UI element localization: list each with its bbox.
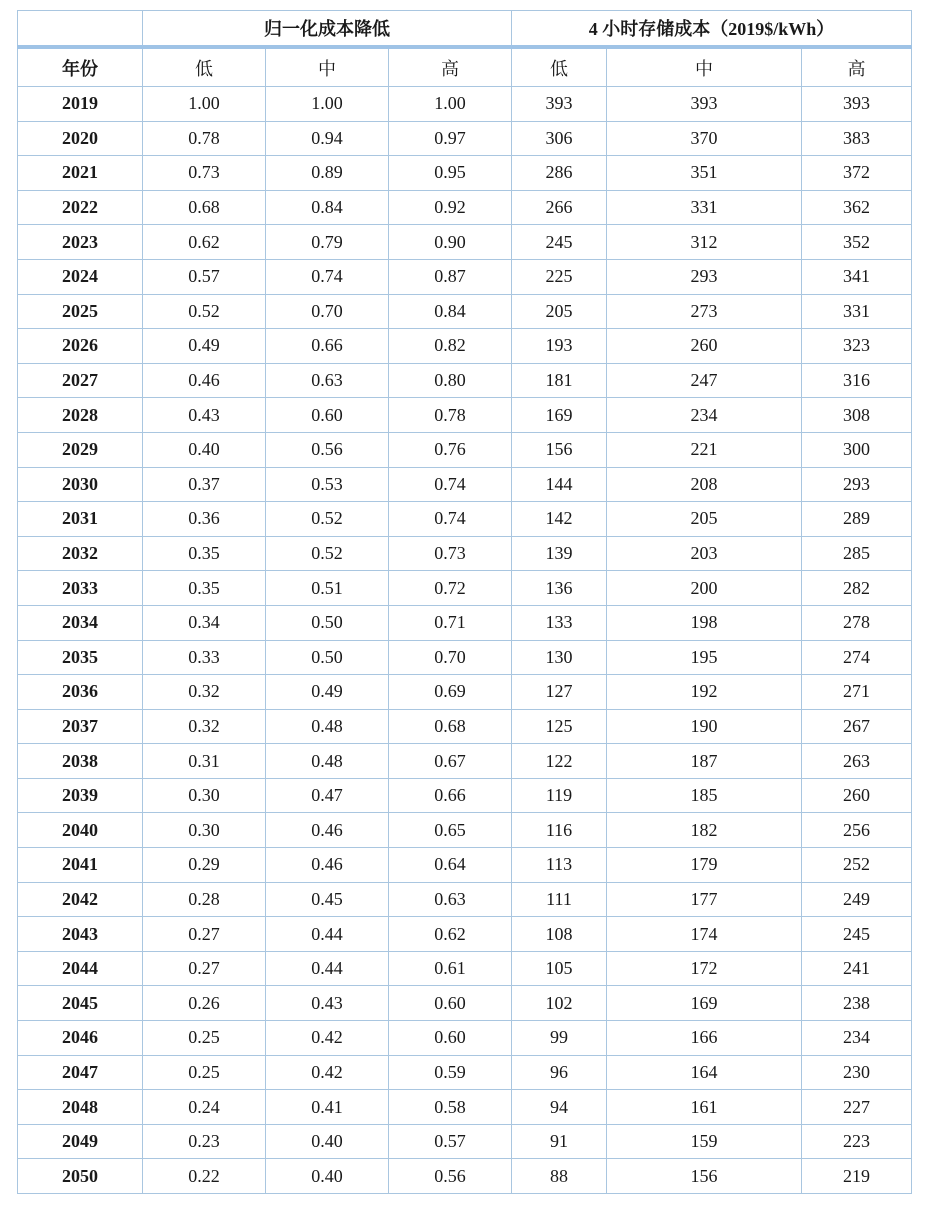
cost-low-cell: 102 bbox=[512, 986, 607, 1021]
cost-low-cell: 127 bbox=[512, 675, 607, 710]
normalized-high-cell: 0.78 bbox=[389, 398, 512, 433]
cost-low-cell: 169 bbox=[512, 398, 607, 433]
cost-mid-cell: 161 bbox=[607, 1090, 802, 1125]
table-row bbox=[18, 813, 912, 848]
normalized-cost-reduction-header: 归一化成本降低 bbox=[143, 11, 512, 48]
normalized-mid-cell: 0.94 bbox=[266, 121, 389, 156]
cost-mid-cell: 166 bbox=[607, 1021, 802, 1056]
normalized-low-cell: 0.25 bbox=[143, 1055, 266, 1090]
cost-high-cell: 267 bbox=[802, 709, 912, 744]
cost-low-cell: 96 bbox=[512, 1055, 607, 1090]
storage-cost-table bbox=[17, 10, 912, 1194]
year-cell: 2029 bbox=[18, 432, 143, 467]
cost-high-cell: 300 bbox=[802, 432, 912, 467]
cost-mid-cell: 234 bbox=[607, 398, 802, 433]
table-row bbox=[18, 87, 912, 122]
cost-high-cell: 271 bbox=[802, 675, 912, 710]
normalized-mid-cell: 0.46 bbox=[266, 848, 389, 883]
normalized-mid-cell: 0.44 bbox=[266, 951, 389, 986]
table-row bbox=[18, 675, 912, 710]
table-row bbox=[18, 398, 912, 433]
normalized-low-cell: 0.25 bbox=[143, 1021, 266, 1056]
cost-high-cell: 274 bbox=[802, 640, 912, 675]
cost-low-cell: 99 bbox=[512, 1021, 607, 1056]
normalized-low-cell: 0.34 bbox=[143, 605, 266, 640]
cost-low-cell: 245 bbox=[512, 225, 607, 260]
cost-mid-cell: 331 bbox=[607, 190, 802, 225]
cost-high-header: 高 bbox=[802, 47, 912, 87]
normalized-mid-cell: 0.48 bbox=[266, 744, 389, 779]
normalized-high-cell: 0.74 bbox=[389, 502, 512, 537]
corner-cell bbox=[18, 11, 143, 48]
year-cell: 2038 bbox=[18, 744, 143, 779]
year-cell: 2037 bbox=[18, 709, 143, 744]
cost-low-cell: 225 bbox=[512, 259, 607, 294]
normalized-mid-cell: 0.74 bbox=[266, 259, 389, 294]
cost-high-cell: 256 bbox=[802, 813, 912, 848]
cost-low-cell: 193 bbox=[512, 329, 607, 364]
normalized-high-cell: 0.64 bbox=[389, 848, 512, 883]
normalized-mid-cell: 0.63 bbox=[266, 363, 389, 398]
normalized-low-cell: 0.52 bbox=[143, 294, 266, 329]
year-cell: 2028 bbox=[18, 398, 143, 433]
normalized-high-cell: 0.74 bbox=[389, 467, 512, 502]
cost-high-cell: 227 bbox=[802, 1090, 912, 1125]
table-row bbox=[18, 1159, 912, 1194]
normalized-high-cell: 0.72 bbox=[389, 571, 512, 606]
cost-low-cell: 116 bbox=[512, 813, 607, 848]
normalized-high-cell: 0.58 bbox=[389, 1090, 512, 1125]
normalized-mid-cell: 1.00 bbox=[266, 87, 389, 122]
year-cell: 2046 bbox=[18, 1021, 143, 1056]
cost-low-cell: 125 bbox=[512, 709, 607, 744]
normalized-high-cell: 0.87 bbox=[389, 259, 512, 294]
table-body bbox=[18, 87, 912, 1194]
normalized-mid-cell: 0.48 bbox=[266, 709, 389, 744]
year-cell: 2033 bbox=[18, 571, 143, 606]
cost-low-cell: 119 bbox=[512, 778, 607, 813]
cost-low-cell: 94 bbox=[512, 1090, 607, 1125]
table-row bbox=[18, 294, 912, 329]
normalized-low-cell: 0.43 bbox=[143, 398, 266, 433]
cost-mid-cell: 174 bbox=[607, 917, 802, 952]
cost-mid-cell: 273 bbox=[607, 294, 802, 329]
cost-mid-cell: 185 bbox=[607, 778, 802, 813]
cost-mid-cell: 247 bbox=[607, 363, 802, 398]
year-cell: 2034 bbox=[18, 605, 143, 640]
cost-high-cell: 223 bbox=[802, 1124, 912, 1159]
table-row bbox=[18, 432, 912, 467]
table-row bbox=[18, 259, 912, 294]
normalized-high-cell: 0.57 bbox=[389, 1124, 512, 1159]
cost-mid-cell: 192 bbox=[607, 675, 802, 710]
normalized-mid-cell: 0.60 bbox=[266, 398, 389, 433]
year-column-header: 年份 bbox=[18, 47, 143, 87]
year-cell: 2020 bbox=[18, 121, 143, 156]
normalized-high-cell: 0.92 bbox=[389, 190, 512, 225]
table-row bbox=[18, 156, 912, 191]
cost-high-cell: 331 bbox=[802, 294, 912, 329]
normalized-low-cell: 1.00 bbox=[143, 87, 266, 122]
normalized-high-cell: 1.00 bbox=[389, 87, 512, 122]
group-header-row bbox=[18, 11, 912, 48]
cost-low-cell: 139 bbox=[512, 536, 607, 571]
normalized-mid-cell: 0.53 bbox=[266, 467, 389, 502]
year-cell: 2045 bbox=[18, 986, 143, 1021]
cost-mid-cell: 221 bbox=[607, 432, 802, 467]
year-cell: 2049 bbox=[18, 1124, 143, 1159]
normalized-low-cell: 0.40 bbox=[143, 432, 266, 467]
table-row bbox=[18, 917, 912, 952]
table-row bbox=[18, 502, 912, 537]
column-header-row bbox=[18, 47, 912, 87]
year-cell: 2035 bbox=[18, 640, 143, 675]
normalized-high-cell: 0.66 bbox=[389, 778, 512, 813]
cost-low-cell: 306 bbox=[512, 121, 607, 156]
normalized-high-cell: 0.97 bbox=[389, 121, 512, 156]
normalized-low-cell: 0.23 bbox=[143, 1124, 266, 1159]
cost-low-cell: 393 bbox=[512, 87, 607, 122]
cost-low-cell: 156 bbox=[512, 432, 607, 467]
cost-mid-cell: 312 bbox=[607, 225, 802, 260]
cost-low-cell: 122 bbox=[512, 744, 607, 779]
table-row bbox=[18, 190, 912, 225]
table-row bbox=[18, 329, 912, 364]
cost-mid-header: 中 bbox=[607, 47, 802, 87]
cost-low-cell: 88 bbox=[512, 1159, 607, 1194]
normalized-mid-cell: 0.42 bbox=[266, 1021, 389, 1056]
cost-mid-cell: 164 bbox=[607, 1055, 802, 1090]
cost-mid-cell: 293 bbox=[607, 259, 802, 294]
cost-mid-cell: 182 bbox=[607, 813, 802, 848]
normalized-mid-cell: 0.50 bbox=[266, 640, 389, 675]
normalized-mid-cell: 0.89 bbox=[266, 156, 389, 191]
normalized-high-header: 高 bbox=[389, 47, 512, 87]
cost-low-cell: 205 bbox=[512, 294, 607, 329]
table-row bbox=[18, 709, 912, 744]
year-cell: 2044 bbox=[18, 951, 143, 986]
normalized-low-cell: 0.33 bbox=[143, 640, 266, 675]
cost-high-cell: 234 bbox=[802, 1021, 912, 1056]
cost-high-cell: 323 bbox=[802, 329, 912, 364]
cost-low-cell: 144 bbox=[512, 467, 607, 502]
normalized-high-cell: 0.63 bbox=[389, 882, 512, 917]
year-cell: 2021 bbox=[18, 156, 143, 191]
cost-low-cell: 105 bbox=[512, 951, 607, 986]
table-row bbox=[18, 467, 912, 502]
normalized-low-cell: 0.27 bbox=[143, 951, 266, 986]
cost-low-cell: 133 bbox=[512, 605, 607, 640]
table-row bbox=[18, 225, 912, 260]
normalized-high-cell: 0.70 bbox=[389, 640, 512, 675]
normalized-low-cell: 0.49 bbox=[143, 329, 266, 364]
normalized-mid-header: 中 bbox=[266, 47, 389, 87]
normalized-mid-cell: 0.66 bbox=[266, 329, 389, 364]
normalized-low-cell: 0.22 bbox=[143, 1159, 266, 1194]
cost-mid-cell: 205 bbox=[607, 502, 802, 537]
normalized-high-cell: 0.56 bbox=[389, 1159, 512, 1194]
normalized-high-cell: 0.82 bbox=[389, 329, 512, 364]
normalized-mid-cell: 0.42 bbox=[266, 1055, 389, 1090]
normalized-mid-cell: 0.84 bbox=[266, 190, 389, 225]
normalized-low-header: 低 bbox=[143, 47, 266, 87]
normalized-high-cell: 0.80 bbox=[389, 363, 512, 398]
normalized-mid-cell: 0.56 bbox=[266, 432, 389, 467]
cost-low-header: 低 bbox=[512, 47, 607, 87]
cost-mid-cell: 203 bbox=[607, 536, 802, 571]
cost-high-cell: 260 bbox=[802, 778, 912, 813]
normalized-high-cell: 0.68 bbox=[389, 709, 512, 744]
year-cell: 2030 bbox=[18, 467, 143, 502]
table-row bbox=[18, 571, 912, 606]
cost-low-cell: 111 bbox=[512, 882, 607, 917]
cost-high-cell: 316 bbox=[802, 363, 912, 398]
normalized-mid-cell: 0.52 bbox=[266, 502, 389, 537]
year-cell: 2042 bbox=[18, 882, 143, 917]
normalized-high-cell: 0.84 bbox=[389, 294, 512, 329]
year-cell: 2048 bbox=[18, 1090, 143, 1125]
table-row bbox=[18, 363, 912, 398]
normalized-high-cell: 0.67 bbox=[389, 744, 512, 779]
cost-high-cell: 249 bbox=[802, 882, 912, 917]
table-row bbox=[18, 882, 912, 917]
cost-mid-cell: 195 bbox=[607, 640, 802, 675]
normalized-low-cell: 0.35 bbox=[143, 571, 266, 606]
table-row bbox=[18, 848, 912, 883]
normalized-low-cell: 0.57 bbox=[143, 259, 266, 294]
normalized-mid-cell: 0.41 bbox=[266, 1090, 389, 1125]
normalized-low-cell: 0.62 bbox=[143, 225, 266, 260]
cost-mid-cell: 393 bbox=[607, 87, 802, 122]
cost-low-cell: 130 bbox=[512, 640, 607, 675]
cost-mid-cell: 198 bbox=[607, 605, 802, 640]
year-cell: 2041 bbox=[18, 848, 143, 883]
year-cell: 2019 bbox=[18, 87, 143, 122]
cost-mid-cell: 179 bbox=[607, 848, 802, 883]
table-row bbox=[18, 1021, 912, 1056]
cost-high-cell: 352 bbox=[802, 225, 912, 260]
normalized-low-cell: 0.28 bbox=[143, 882, 266, 917]
cost-low-cell: 113 bbox=[512, 848, 607, 883]
year-cell: 2031 bbox=[18, 502, 143, 537]
cost-mid-cell: 351 bbox=[607, 156, 802, 191]
year-cell: 2025 bbox=[18, 294, 143, 329]
cost-table-container bbox=[17, 10, 911, 1194]
cost-low-cell: 266 bbox=[512, 190, 607, 225]
normalized-high-cell: 0.59 bbox=[389, 1055, 512, 1090]
cost-high-cell: 241 bbox=[802, 951, 912, 986]
normalized-high-cell: 0.65 bbox=[389, 813, 512, 848]
table-row bbox=[18, 986, 912, 1021]
year-cell: 2047 bbox=[18, 1055, 143, 1090]
normalized-high-cell: 0.71 bbox=[389, 605, 512, 640]
normalized-low-cell: 0.78 bbox=[143, 121, 266, 156]
normalized-low-cell: 0.32 bbox=[143, 675, 266, 710]
normalized-high-cell: 0.69 bbox=[389, 675, 512, 710]
year-cell: 2027 bbox=[18, 363, 143, 398]
year-cell: 2032 bbox=[18, 536, 143, 571]
normalized-mid-cell: 0.49 bbox=[266, 675, 389, 710]
normalized-low-cell: 0.30 bbox=[143, 813, 266, 848]
year-cell: 2026 bbox=[18, 329, 143, 364]
normalized-low-cell: 0.29 bbox=[143, 848, 266, 883]
normalized-low-cell: 0.73 bbox=[143, 156, 266, 191]
cost-low-cell: 181 bbox=[512, 363, 607, 398]
cost-high-cell: 372 bbox=[802, 156, 912, 191]
year-cell: 2050 bbox=[18, 1159, 143, 1194]
cost-high-cell: 383 bbox=[802, 121, 912, 156]
cost-mid-cell: 169 bbox=[607, 986, 802, 1021]
cost-mid-cell: 200 bbox=[607, 571, 802, 606]
normalized-high-cell: 0.76 bbox=[389, 432, 512, 467]
normalized-low-cell: 0.27 bbox=[143, 917, 266, 952]
year-cell: 2024 bbox=[18, 259, 143, 294]
normalized-low-cell: 0.68 bbox=[143, 190, 266, 225]
normalized-mid-cell: 0.45 bbox=[266, 882, 389, 917]
normalized-mid-cell: 0.43 bbox=[266, 986, 389, 1021]
cost-mid-cell: 260 bbox=[607, 329, 802, 364]
cost-low-cell: 108 bbox=[512, 917, 607, 952]
cost-high-cell: 278 bbox=[802, 605, 912, 640]
cost-mid-cell: 159 bbox=[607, 1124, 802, 1159]
cost-mid-cell: 177 bbox=[607, 882, 802, 917]
year-cell: 2036 bbox=[18, 675, 143, 710]
year-cell: 2022 bbox=[18, 190, 143, 225]
table-row bbox=[18, 536, 912, 571]
cost-low-cell: 91 bbox=[512, 1124, 607, 1159]
table-row bbox=[18, 1124, 912, 1159]
normalized-high-cell: 0.62 bbox=[389, 917, 512, 952]
normalized-mid-cell: 0.52 bbox=[266, 536, 389, 571]
cost-high-cell: 341 bbox=[802, 259, 912, 294]
cost-high-cell: 263 bbox=[802, 744, 912, 779]
normalized-mid-cell: 0.79 bbox=[266, 225, 389, 260]
normalized-low-cell: 0.36 bbox=[143, 502, 266, 537]
normalized-low-cell: 0.31 bbox=[143, 744, 266, 779]
table-row bbox=[18, 778, 912, 813]
normalized-high-cell: 0.95 bbox=[389, 156, 512, 191]
cost-high-cell: 308 bbox=[802, 398, 912, 433]
table-row bbox=[18, 121, 912, 156]
normalized-low-cell: 0.32 bbox=[143, 709, 266, 744]
cost-high-cell: 230 bbox=[802, 1055, 912, 1090]
normalized-low-cell: 0.46 bbox=[143, 363, 266, 398]
table-row bbox=[18, 744, 912, 779]
normalized-high-cell: 0.90 bbox=[389, 225, 512, 260]
normalized-low-cell: 0.37 bbox=[143, 467, 266, 502]
year-cell: 2043 bbox=[18, 917, 143, 952]
four-hour-storage-cost-header: 4 小时存储成本（2019$/kWh） bbox=[512, 11, 912, 48]
table-row bbox=[18, 640, 912, 675]
cost-low-cell: 286 bbox=[512, 156, 607, 191]
table-row bbox=[18, 1090, 912, 1125]
normalized-mid-cell: 0.51 bbox=[266, 571, 389, 606]
cost-high-cell: 289 bbox=[802, 502, 912, 537]
normalized-high-cell: 0.60 bbox=[389, 986, 512, 1021]
normalized-mid-cell: 0.44 bbox=[266, 917, 389, 952]
cost-high-cell: 282 bbox=[802, 571, 912, 606]
normalized-low-cell: 0.24 bbox=[143, 1090, 266, 1125]
cost-high-cell: 393 bbox=[802, 87, 912, 122]
normalized-high-cell: 0.60 bbox=[389, 1021, 512, 1056]
normalized-mid-cell: 0.46 bbox=[266, 813, 389, 848]
cost-high-cell: 293 bbox=[802, 467, 912, 502]
year-cell: 2023 bbox=[18, 225, 143, 260]
cost-mid-cell: 187 bbox=[607, 744, 802, 779]
cost-high-cell: 252 bbox=[802, 848, 912, 883]
normalized-mid-cell: 0.47 bbox=[266, 778, 389, 813]
cost-mid-cell: 156 bbox=[607, 1159, 802, 1194]
normalized-mid-cell: 0.70 bbox=[266, 294, 389, 329]
cost-high-cell: 245 bbox=[802, 917, 912, 952]
cost-low-cell: 142 bbox=[512, 502, 607, 537]
cost-low-cell: 136 bbox=[512, 571, 607, 606]
cost-mid-cell: 190 bbox=[607, 709, 802, 744]
cost-high-cell: 362 bbox=[802, 190, 912, 225]
cost-mid-cell: 370 bbox=[607, 121, 802, 156]
normalized-high-cell: 0.61 bbox=[389, 951, 512, 986]
cost-mid-cell: 208 bbox=[607, 467, 802, 502]
cost-high-cell: 219 bbox=[802, 1159, 912, 1194]
year-cell: 2040 bbox=[18, 813, 143, 848]
cost-mid-cell: 172 bbox=[607, 951, 802, 986]
year-cell: 2039 bbox=[18, 778, 143, 813]
normalized-low-cell: 0.26 bbox=[143, 986, 266, 1021]
normalized-mid-cell: 0.40 bbox=[266, 1124, 389, 1159]
cost-high-cell: 238 bbox=[802, 986, 912, 1021]
normalized-mid-cell: 0.40 bbox=[266, 1159, 389, 1194]
cost-high-cell: 285 bbox=[802, 536, 912, 571]
normalized-mid-cell: 0.50 bbox=[266, 605, 389, 640]
normalized-high-cell: 0.73 bbox=[389, 536, 512, 571]
table-row bbox=[18, 605, 912, 640]
normalized-low-cell: 0.35 bbox=[143, 536, 266, 571]
table-row bbox=[18, 951, 912, 986]
normalized-low-cell: 0.30 bbox=[143, 778, 266, 813]
table-row bbox=[18, 1055, 912, 1090]
